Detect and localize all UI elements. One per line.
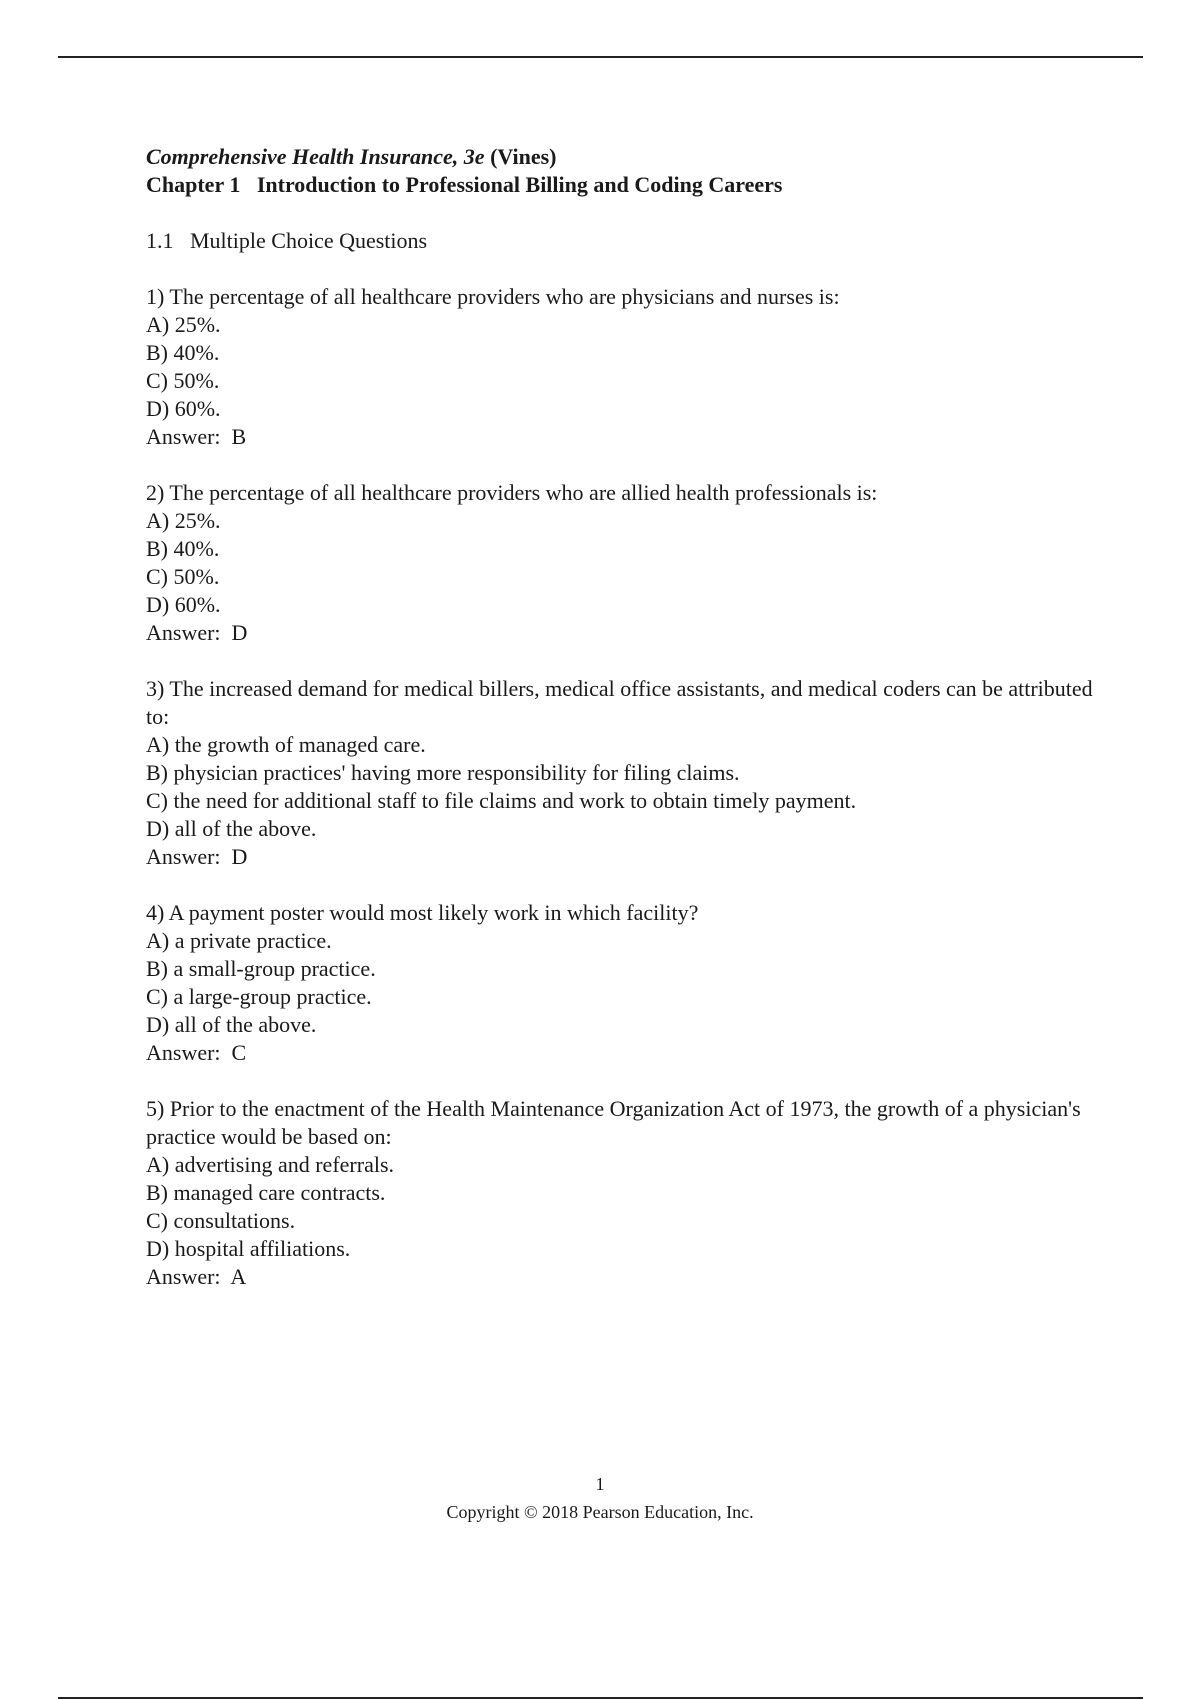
question-prompt: 1) The percentage of all healthcare providers who are physicians and nurses is:	[146, 284, 840, 309]
bottom-rule	[58, 1697, 1143, 1699]
answer-option: B) a small-group practice.	[146, 956, 376, 981]
book-author: (Vines)	[490, 144, 557, 169]
answer-option: D) all of the above.	[146, 1012, 317, 1037]
answer-option: A) 25%.	[146, 312, 221, 337]
answer-key: Answer: A	[146, 1264, 247, 1289]
answer-key: Answer: B	[146, 424, 247, 449]
answer-option: A) a private practice.	[146, 928, 332, 953]
book-title-line	[146, 143, 1106, 171]
answer-key: Answer: C	[146, 1040, 247, 1065]
section-heading: 1.1 Multiple Choice Questions	[146, 228, 428, 253]
answer-option: C) consultations.	[146, 1208, 296, 1233]
answer-option: A) advertising and referrals.	[146, 1152, 395, 1177]
question-prompt: 5) Prior to the enactment of the Health Maintenance Organization Act of 1973, the growth of a physician's practice would be based on:	[146, 1096, 1081, 1149]
answer-option: D) 60%.	[146, 396, 221, 421]
answer-option: B) 40%.	[146, 536, 220, 561]
question-prompt: 3) The increased demand for medical billers, medical office assistants, and medical coders can be attributed to:	[146, 676, 1093, 729]
question-4	[146, 899, 1106, 1067]
question-3	[146, 675, 1106, 871]
question-1	[146, 283, 1106, 451]
question-5	[146, 1095, 1106, 1291]
answer-option: B) 40%.	[146, 340, 220, 365]
answer-option: C) 50%.	[146, 368, 220, 393]
question-prompt: 4) A payment poster would most likely work in which facility?	[146, 900, 699, 925]
answer-option: D) 60%.	[146, 592, 221, 617]
page-footer	[0, 1470, 1200, 1526]
book-title: Comprehensive Health Insurance, 3e	[146, 144, 485, 169]
answer-option: C) the need for additional staff to file claims and work to obtain timely payment.	[146, 788, 857, 813]
page-number: 1	[595, 1474, 605, 1494]
answer-option: B) managed care contracts.	[146, 1180, 386, 1205]
answer-key: Answer: D	[146, 620, 248, 645]
question-prompt: 2) The percentage of all healthcare providers who are allied health professionals is:	[146, 480, 878, 505]
chapter-title: Chapter 1 Introduction to Professional Billing and Coding Careers	[146, 172, 783, 197]
answer-option: C) a large-group practice.	[146, 984, 372, 1009]
top-rule	[58, 56, 1143, 58]
answer-option: A) the growth of managed care.	[146, 732, 426, 757]
answer-option: C) 50%.	[146, 564, 220, 589]
answer-key: Answer: D	[146, 844, 248, 869]
answer-option: A) 25%.	[146, 508, 221, 533]
answer-option: D) hospital affiliations.	[146, 1236, 351, 1261]
copyright-notice: Copyright © 2018 Pearson Education, Inc.	[446, 1502, 754, 1522]
question-2	[146, 479, 1106, 647]
document-body	[146, 143, 1106, 1319]
answer-option: B) physician practices' having more responsibility for filing claims.	[146, 760, 740, 785]
answer-option: D) all of the above.	[146, 816, 317, 841]
